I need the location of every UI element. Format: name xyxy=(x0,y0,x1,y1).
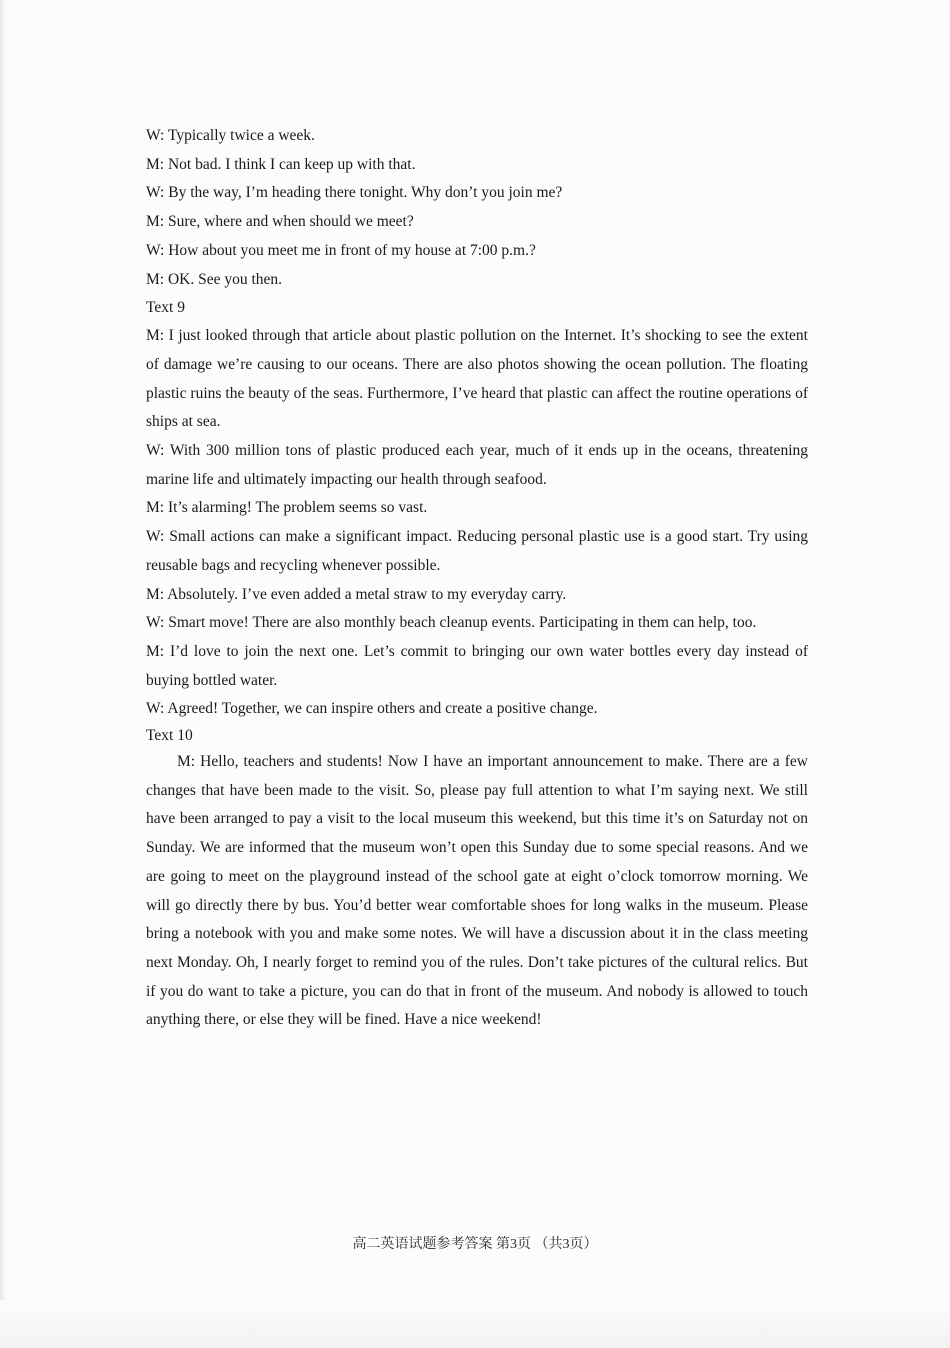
dialogue-paragraph: W: Smart move! There are also monthly beach cleanup events. Participating in them can help, too. xyxy=(146,614,757,632)
dialogue-line: W: By the way, I’m heading there tonight. Why don’t you join me? xyxy=(146,184,563,202)
dialogue-paragraph: W: With 300 million tons of plastic produced each year, much of it ends up in the oceans, threatening marine life and ultimately impacting our health through seafood. xyxy=(146,442,808,488)
dialogue-line: W: Typically twice a week. xyxy=(146,127,315,144)
dialogue-paragraph: M: Absolutely. I’ve even added a metal straw to my everyday carry. xyxy=(146,585,567,603)
dialogue-line: M: OK. See you then. xyxy=(146,270,283,288)
dialogue-paragraph: M: I’d love to join the next one. Let’s commit to bringing our own water bottles every day instead of buying bottled water. xyxy=(146,642,808,689)
dialogue-line: M: Not bad. I think I can keep up with that. xyxy=(146,155,416,173)
dialogue-paragraph: W: Small actions can make a significant impact. Reducing personal plastic use is a good start. Try using reusable bags and recycling whenever possible. xyxy=(146,528,808,574)
scan-shadow-left xyxy=(0,0,6,1348)
section-heading-text9: Text 9 xyxy=(146,299,185,317)
announcement-paragraph: M: Hello, teachers and students! Now I have an important announcement to make. There are a few changes that have been made to the visit. So, please pay full attention to what I’m saying next. We still have been arranged to pay a visit to the local museum this weekend, but this time it’s on Saturday not on Sunday. We are informed that the museum won’t open this Sunday due to some special reasons. And we are going to meet on the playground instead of the school gate at eight o’clock tomorrow morning. We will go directly there by bus. You’d better wear comfortable shoes for long walks in the museum. Please bring a notebook with you and make some notes. We will have a discussion about it in the class meeting next Monday. Oh, I nearly forget to remind you of the rules. Don’t take pictures of the cultural relics. But if you do want to take a picture, you can do that in front of the museum. And nobody is allowed to touch anything there, or else they will be fined. Have a nice weekend! xyxy=(146,753,808,1029)
scan-shadow-bottom xyxy=(0,1300,950,1348)
dialogue-paragraph: M: It’s alarming! The problem seems so vast. xyxy=(146,499,428,517)
dialogue-paragraph: W: Agreed! Together, we can inspire others and create a positive change. xyxy=(146,700,598,718)
page-footer: 高二英语试题参考答案 第3页 （共3页） xyxy=(352,1237,598,1252)
page-content xyxy=(146,122,808,1035)
section-heading-text10: Text 10 xyxy=(146,727,193,745)
dialogue-line: M: Sure, where and when should we meet? xyxy=(146,213,414,231)
dialogue-line: W: How about you meet me in front of my house at 7:00 p.m.? xyxy=(146,241,536,259)
dialogue-paragraph: M: I just looked through that article about plastic pollution on the Internet. It’s shocking to see the extent of damage we’re causing to our oceans. There are also photos showing the ocean pollution. The floating plastic ruins the beauty of the seas. Furthermore, I’ve heard that plastic can affect the routine operations of ships at sea. xyxy=(146,327,808,431)
